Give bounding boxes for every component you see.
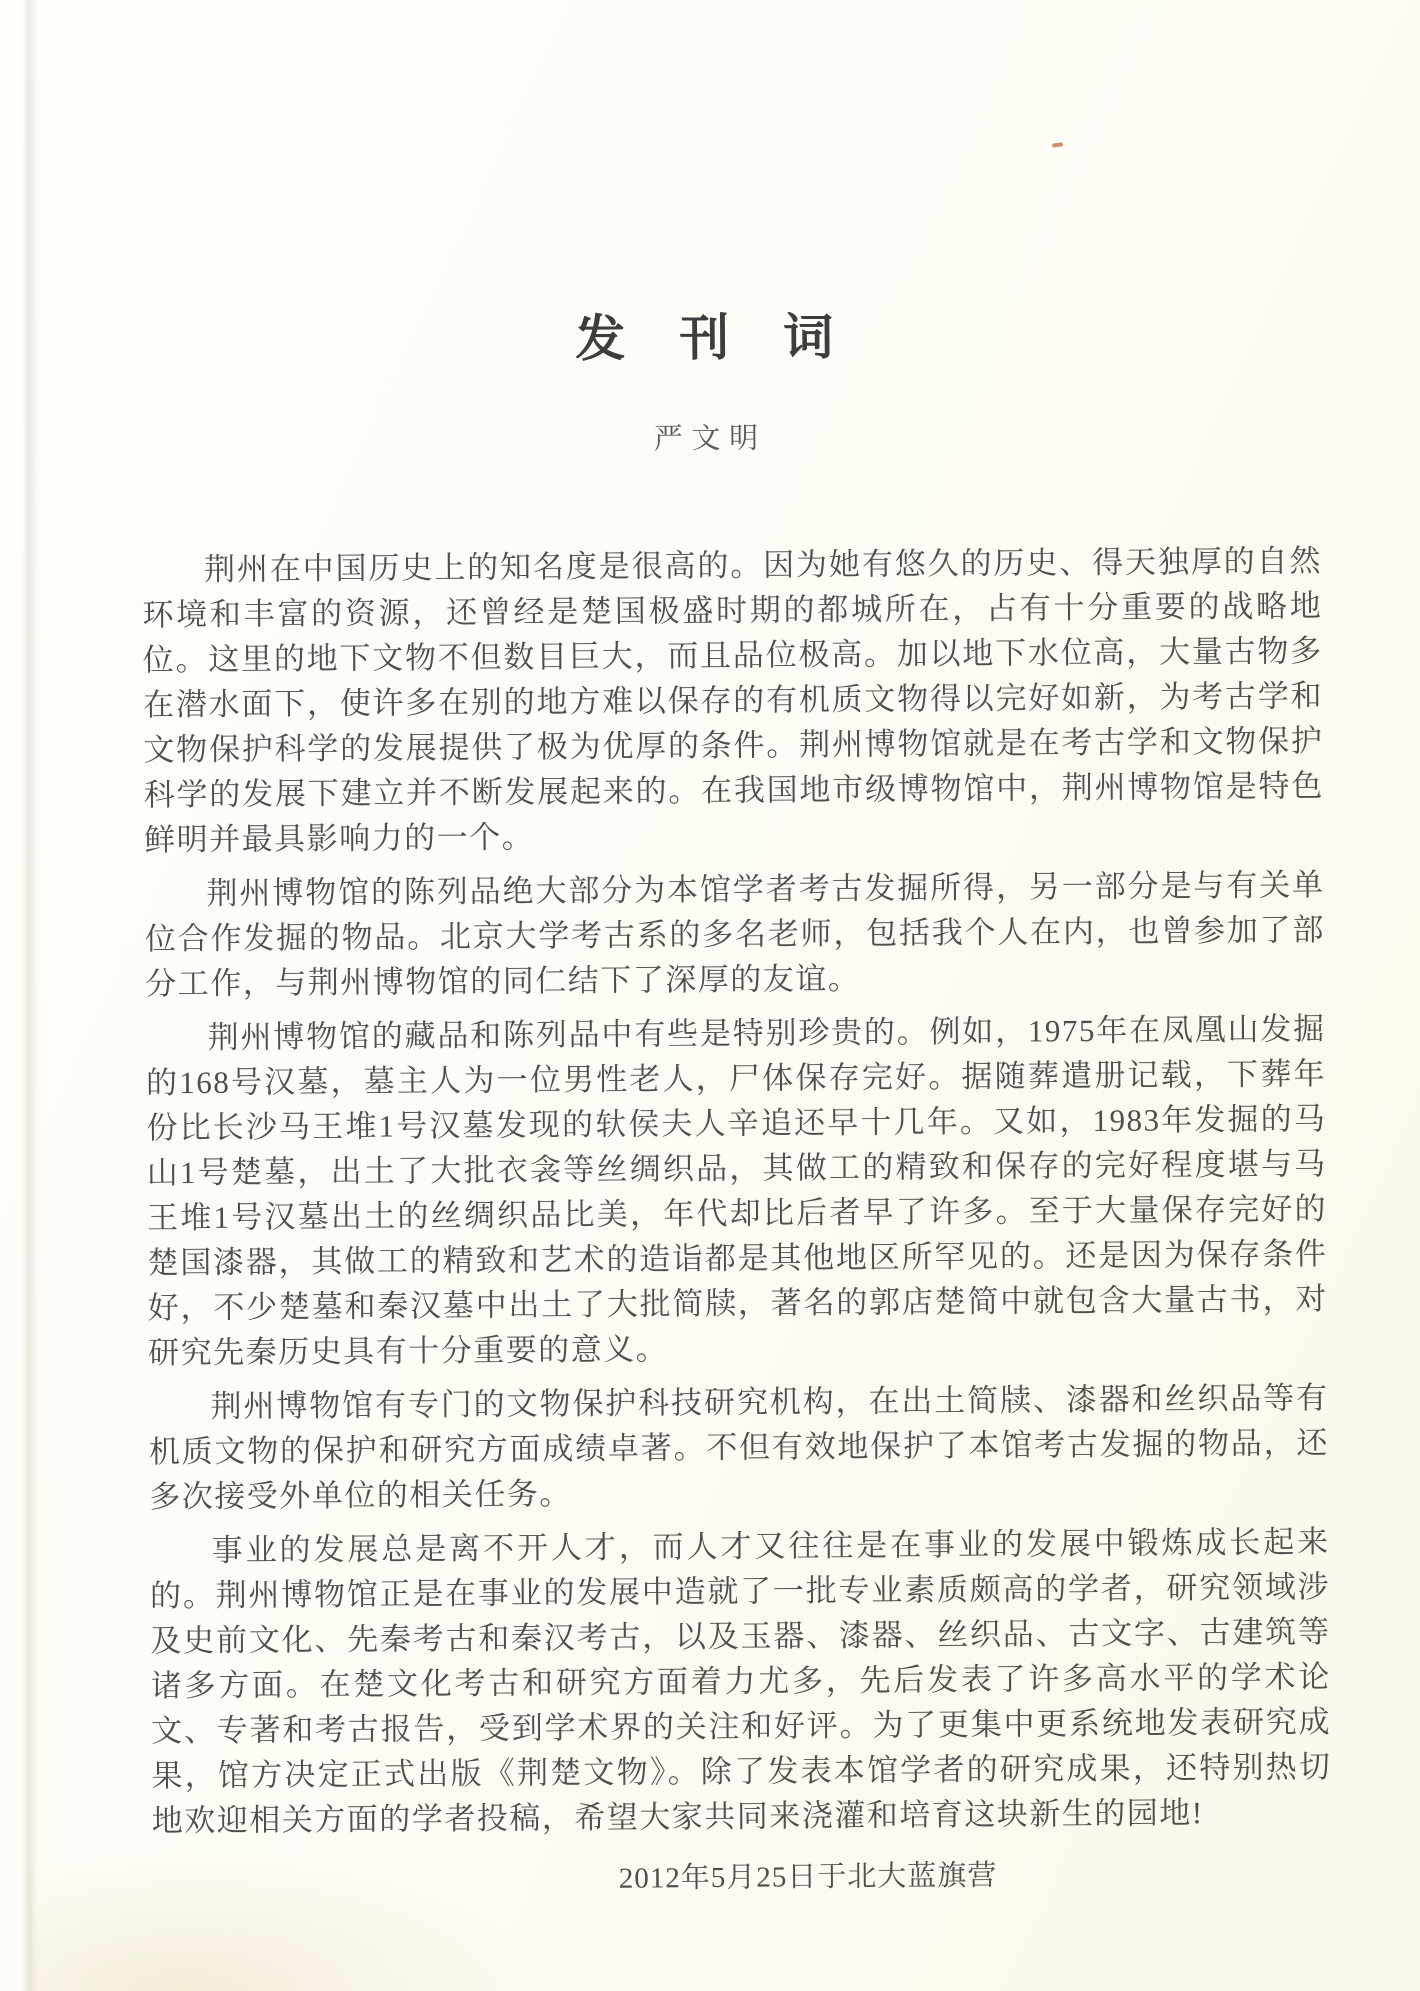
- body-paragraph-4: 荆州博物馆有专门的文物保护科技研究机构，在出土简牍、漆器和丝织品等有机质文物的保护和研究方面成绩卓著。不但有效地保护了本馆考古发掘的物品，还多次接受外单位的相关任务。: [148, 1380, 1330, 1515]
- article-dateline: 2012年5月25日于北大蓝旗营: [618, 1859, 998, 1895]
- body-paragraph-1: 荆州在中国历史上的知名度是很高的。因为她有悠久的历史、得天独厚的自然环境和丰富的资源，还曾经是楚国极盛时期的都城所在，占有十分重要的战略地位。这里的地下文物不但数目巨大，而且品位极高。加以地下水位高，大量古物多在潜水面下，使许多在别的地方难以保存的有机质文物得以完好如新，为考古学和文物保护科学的发展提供了极为优厚的条件。荆州博物馆就是在考古学和文物保护科学的发展下建立并不断发展起来的。在我国地市级博物馆中，荆州博物馆是特色鲜明并最具影响力的一个。: [142, 543, 1324, 858]
- body-paragraph-5: 事业的发展总是离不开人才，而人才又往往是在事业的发展中锻炼成长起来的。荆州博物馆正是在事业的发展中造就了一批专业素质颇高的学者，研究领域涉及史前文化、先秦考古和秦汉考古，以及玉器、漆器、丝织品、古文字、古建筑等诸多方面。在楚文化考古和研究方面着力尤多，先后发表了许多高水平的学术论文、专著和考古报告，受到学术界的关注和好评。为了更集中更系统地发表研究成果，馆方决定正式出版《荆楚文物》。除了发表本馆学者的研究成果，还特别热切地欢迎相关方面的学者投稿，希望大家共同来浇灌和培育这块新生的园地!: [149, 1524, 1332, 1839]
- article-title: 发 刊 词: [574, 308, 836, 368]
- body-paragraph-3: 荆州博物馆的藏品和陈列品中有些是特别珍贵的。例如，1975年在凤凰山发掘的168号汉墓，墓主人为一位男性老人，尸体保存完好。据随葬遣册记载，下葬年份比长沙马王堆1号汉墓发现的轪侯夫人辛追还早十几年。又如，1983年发掘的马山1号楚墓，出土了大批衣衾等丝绸织品，其做工的精致和保存的完好程度堪与马王堆1号汉墓出土的丝绸织品比美，年代却比后者早了许多。至于大量保存完好的楚国漆器，其做工的精致和艺术的造诣都是其他地区所罕见的。还是因为保存条件好，不少楚墓和秦汉墓中出土了大批简牍，著名的郭店楚简中就包含大量古书，对研究先秦历史具有十分重要的意义。: [145, 1011, 1328, 1371]
- article-author: 严文明: [653, 422, 768, 456]
- body-paragraph-2: 荆州博物馆的陈列品绝大部分为本馆学者考古发掘所得，另一部分是与有关单位合作发掘的物品。北京大学考古系的多名老师，包括我个人在内，也曾参加了部分工作，与荆州博物馆的同仁结下了深厚的友谊。: [144, 867, 1326, 1002]
- article-body: [0, 537, 1420, 1844]
